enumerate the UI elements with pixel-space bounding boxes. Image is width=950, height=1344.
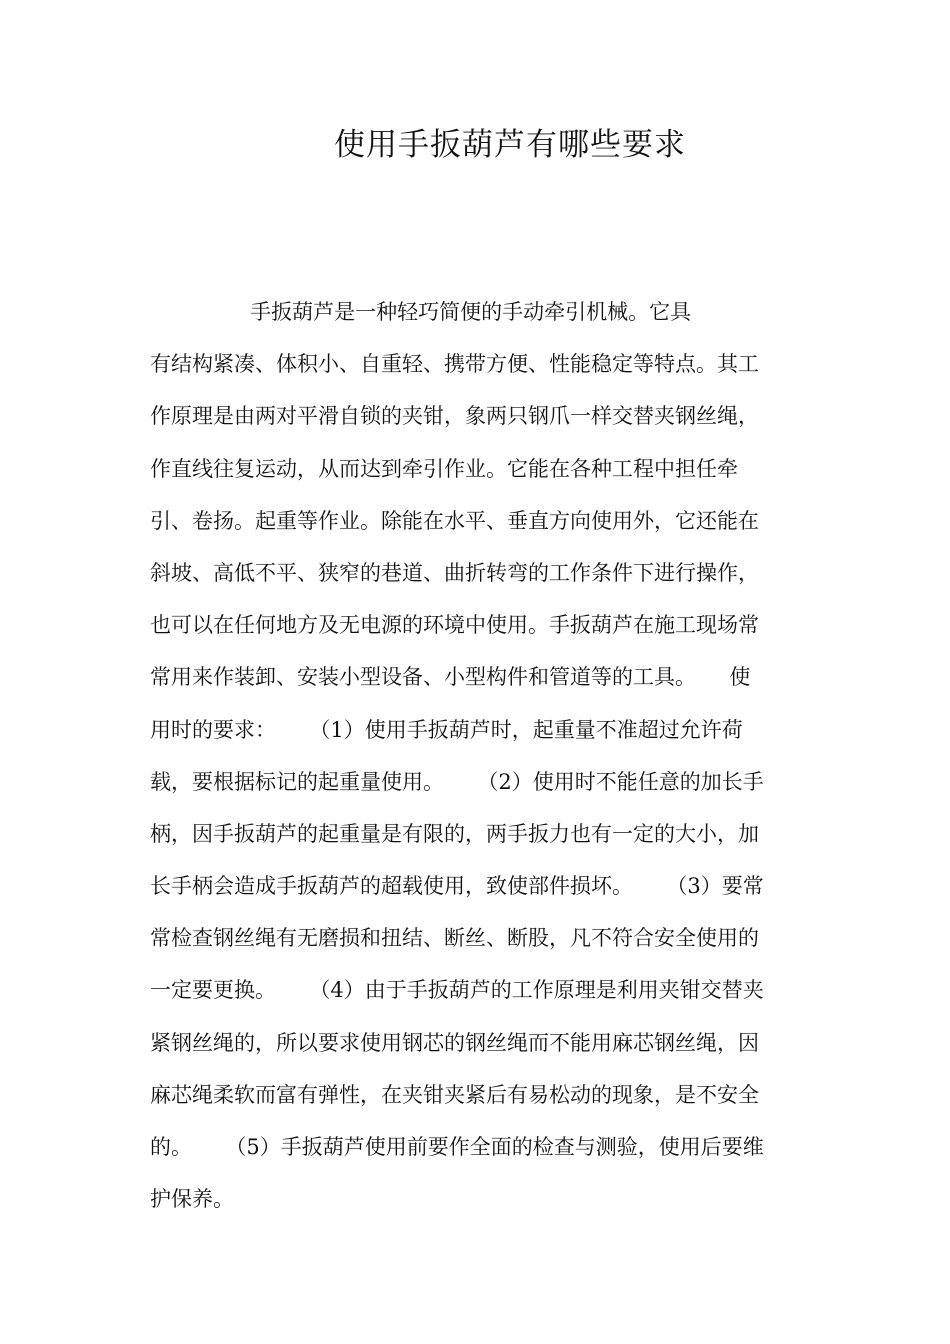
text-line: 一定要更换。 （4）由于手扳葫芦的工作原理是利用夹钳交替夹 [150, 978, 764, 1003]
text-line: 的。 （5）手扳葫芦使用前要作全面的检查与测验，使用后要维 [150, 1135, 764, 1159]
text-line: 用时的要求： （1）使用手扳葫芦时，起重量不准超过允许荷 [150, 717, 743, 742]
text-line: 麻芯绳柔软而富有弹性，在夹钳夹紧后有易松动的现象，是不安全 [150, 1082, 759, 1107]
text-line: 护保养。 [150, 1187, 234, 1212]
text-line: 也可以在任何地方及无电源的环境中使用。手扳葫芦在施工现场常 [150, 613, 759, 638]
text-line: 常检查钢丝绳有无磨损和扭结、断丝、断股，凡不符合安全使用的 [150, 926, 759, 951]
text-line: 载，要根据标记的起重量使用。 （2）使用时不能任意的加长手 [150, 769, 764, 794]
text-line: 斜坡、高低不平、狭窄的巷道、曲折转弯的工作条件下进行操作， [150, 560, 759, 585]
text-line: 紧钢丝绳的，所以要求使用钢芯的钢丝绳而不能用麻芯钢丝绳，因 [150, 1030, 759, 1055]
text-line: 常用来作装卸、安装小型设备、小型构件和管道等的工具。 使 [150, 665, 751, 690]
text-line: 有结构紧凑、体积小、自重轻、携带方便、性能稳定等特点。其工 [150, 352, 759, 377]
text-line: 作原理是由两对平滑自锁的夹钳，象两只钢爪一样交替夹钢丝绳， [150, 404, 759, 429]
text-line: 柄，因手扳葫芦的起重量是有限的，两手扳力也有一定的大小，加 [150, 821, 759, 846]
body-paragraph [150, 286, 800, 1225]
text-line: 手扳葫芦是一种轻巧简便的手动牵引机械。它具 [150, 300, 692, 324]
document-title: 使用手扳葫芦有哪些要求 [334, 127, 686, 163]
text-line: 引、卷扬。起重等作业。除能在水平、垂直方向使用外，它还能在 [150, 508, 759, 533]
text-line: 作直线往复运动，从而达到牵引作业。它能在各种工程中担任牵 [150, 456, 738, 481]
text-line: 长手柄会造成手扳葫芦的超载使用，致使部件损坏。 （3）要常 [150, 874, 764, 899]
